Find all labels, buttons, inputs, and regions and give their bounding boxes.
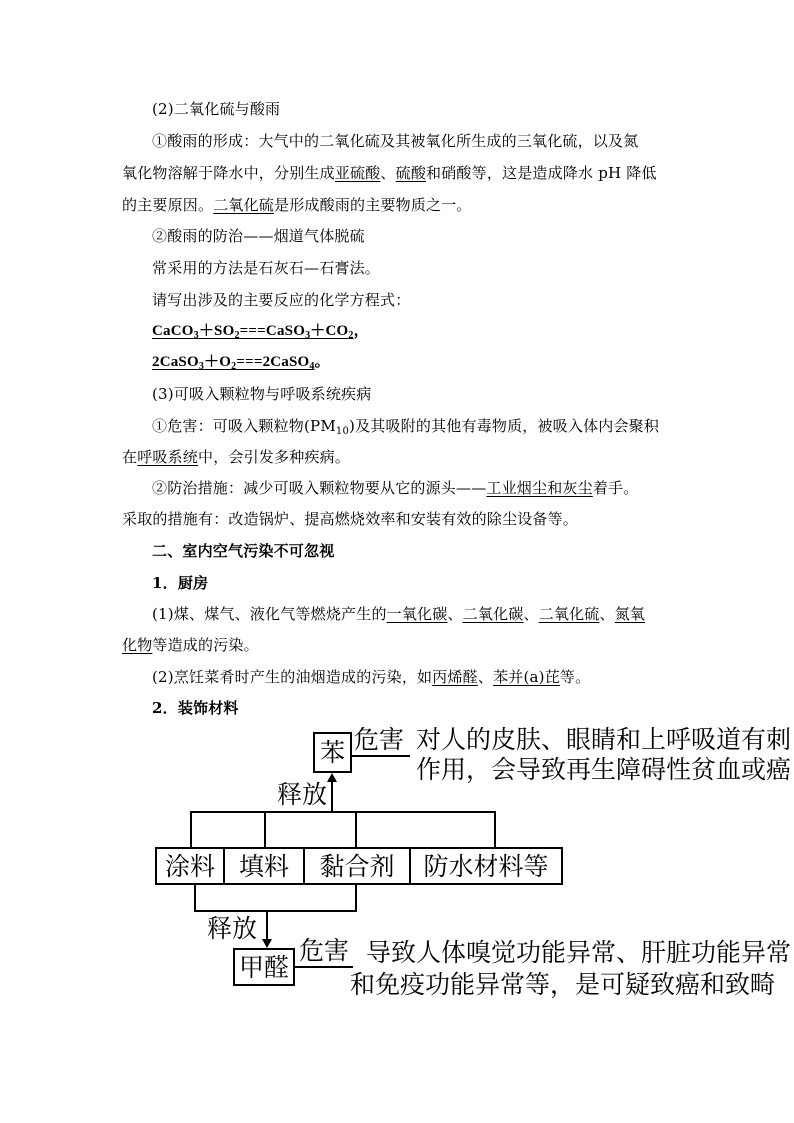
- connector-line: [352, 755, 410, 757]
- paragraph-particulate-prevention: ②防治措施：减少可吸入颗粒物要从它的源头——工业烟尘和灰尘着手。: [152, 479, 639, 497]
- bracket-tick: [494, 811, 496, 848]
- benzene-harm-line-2: 作用，会导致再生障碍性贫血或癌: [416, 755, 792, 784]
- paragraph-line: 采取的措施有：改造锅炉、提高燃烧效率和安装有效的除尘设备等。: [122, 510, 579, 528]
- bracket-tick: [355, 811, 357, 848]
- arrow-up-icon: [327, 773, 337, 782]
- paragraph-acid-rain-formation: ①酸雨的形成：大气中的二氧化硫及其被氧化所生成的三氧化硫，以及氮: [152, 132, 639, 150]
- material-coating: 涂料: [157, 849, 225, 883]
- chemical-equation-2: $2CaSO_3+O_2===2CaSO_4$。: [152, 354, 330, 372]
- paragraph-cooking-fumes: (2)烹饪菜肴时产生的油烟造成的污染，如丙烯醛、苯并(a)芘等。: [152, 668, 591, 686]
- bracket-tick: [355, 885, 357, 911]
- underlined-term: 化物: [122, 636, 153, 654]
- arrow-up-shaft: [331, 780, 333, 812]
- underlined-term: 丙烯醛: [432, 668, 478, 686]
- underlined-term: 呼吸系统: [137, 448, 199, 466]
- paragraph-line: 氧化物溶解于降水中，分别生成亚硫酸、硫酸和硝酸等，这是造成降水 pH 降低: [122, 164, 657, 182]
- paragraph-line: 在呼吸系统中，会引发多种疾病。: [122, 448, 351, 466]
- underlined-term: 氮氧: [614, 605, 646, 623]
- benzene-harm-line-1: 对人的皮肤、眼睛和上呼吸道有刺: [416, 725, 792, 754]
- arrow-down-shaft: [266, 910, 268, 940]
- underlined-term: 二氧化碳: [462, 605, 524, 623]
- paragraph-kitchen-combustion: (1)煤、煤气、液化气等燃烧产生的一氧化碳、二氧化碳、二氧化硫、氮氧: [152, 605, 646, 623]
- heading-sulfur-dioxide-acid-rain: (2)二氧化硫与酸雨: [152, 100, 281, 118]
- chemical-equation-1: $CaCO_3+SO_2===CaSO_3+CO_2$，: [152, 323, 369, 341]
- underlined-term: 苯并(a)芘: [493, 668, 560, 686]
- formaldehyde-harm-line-2: 和免疫功能异常等，是可疑致癌和致畸: [350, 970, 776, 999]
- materials-row: [155, 847, 563, 885]
- underlined-term: 工业烟尘和灰尘: [486, 479, 593, 497]
- heading-indoor-pollution: 二、室内空气污染不可忽视: [152, 542, 335, 560]
- underlined-term: 亚硫酸: [334, 164, 381, 182]
- release-label-bottom: 释放: [207, 914, 258, 943]
- release-label-top: 释放: [277, 780, 328, 809]
- underlined-term: 硫酸: [395, 164, 427, 182]
- material-adhesive: 黏合剂: [305, 849, 411, 883]
- formaldehyde-harm-line-1: 导致人体嗅觉功能异常、肝脏功能异常: [366, 938, 792, 967]
- underlined-term: 二氧化硫: [538, 605, 600, 623]
- material-waterproof: 防水材料等: [423, 851, 549, 881]
- formaldehyde-box: 甲醛: [233, 948, 295, 986]
- paragraph-line: 的主要原因。二氧化硫是形成酸雨的主要物质之一。: [122, 196, 472, 214]
- paragraph-particulate-harm: ①危害：可吸入颗粒物$(PM_{10})$及其吸附的其他有毒物质，被吸入体内会聚积: [152, 417, 660, 437]
- paragraph-method: 常采用的方法是石灰石—石膏法。: [152, 259, 381, 277]
- benzene-box: 苯: [313, 732, 352, 773]
- paragraph-equation-prompt: 请写出涉及的主要反应的化学方程式：: [152, 291, 411, 309]
- harm-label-benzene: 危害: [354, 725, 405, 754]
- harm-label-formaldehyde: 危害: [299, 936, 350, 965]
- bracket-tick: [194, 885, 196, 911]
- bracket-tick: [264, 811, 266, 848]
- top-bracket-line: [190, 811, 496, 813]
- paragraph-line: 化物等造成的污染。: [122, 636, 259, 654]
- underlined-term: 一氧化碳: [386, 605, 448, 623]
- bottom-bracket-line: [194, 910, 357, 912]
- bracket-tick: [190, 811, 192, 848]
- arrow-down-icon: [262, 939, 272, 948]
- heading-kitchen: 1．厨房: [152, 574, 209, 592]
- heading-decoration-materials: 2．装饰材料: [152, 699, 239, 717]
- underlined-term: 二氧化硫: [213, 196, 275, 214]
- paragraph-acid-rain-prevention: ②酸雨的防治——烟道气体脱硫: [152, 227, 365, 245]
- material-filler: 填料: [225, 849, 305, 883]
- connector-line: [295, 966, 353, 968]
- heading-particulates: (3)可吸入颗粒物与呼吸系统疾病: [152, 385, 372, 403]
